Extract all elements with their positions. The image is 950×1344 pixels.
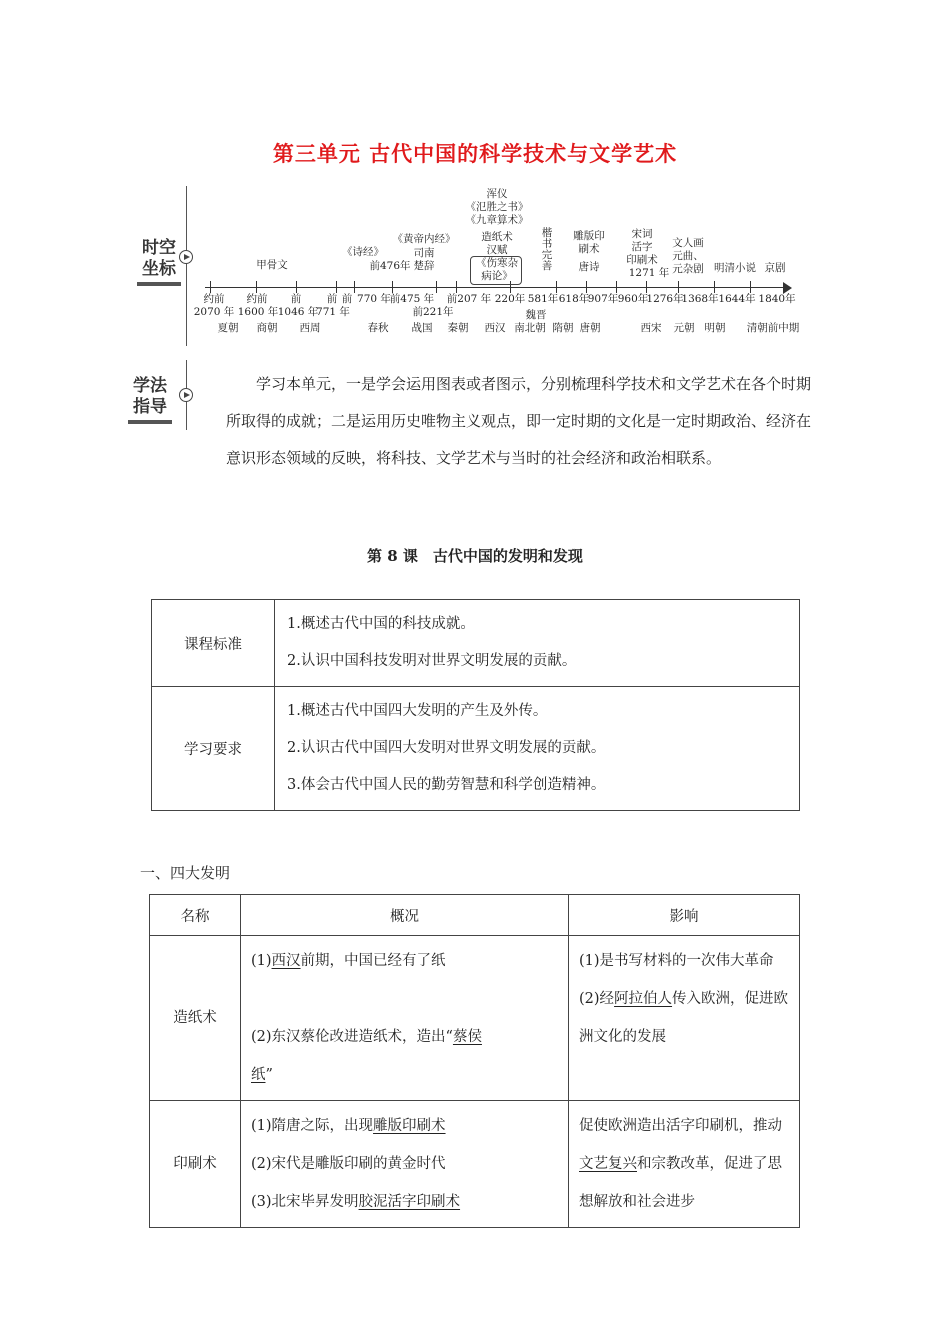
tl-dynasty: 隋朝 — [552, 322, 574, 334]
tick — [586, 281, 587, 293]
text: (1) — [251, 953, 272, 969]
tick — [296, 281, 297, 293]
label-underline — [137, 282, 181, 286]
tl-date: 771 年 — [316, 306, 350, 318]
tl-dynasty: 商朝 — [256, 322, 278, 334]
tl-kaishu — [542, 228, 553, 272]
tl-dynasty: 南北朝 — [514, 322, 546, 334]
printing-overview — [241, 1101, 569, 1228]
tl-date: 1600 年 — [237, 306, 279, 318]
tl-dynasty: 清朝前中期 — [746, 322, 800, 334]
course-standard-label: 课程标准 — [152, 600, 275, 687]
header-overview: 概况 — [241, 895, 569, 936]
blank-answer: 蔡侯 — [452, 1029, 482, 1045]
header-impact: 影响 — [569, 895, 800, 936]
blank-answer: 纸 — [251, 1067, 266, 1083]
tl-chuci: 楚辞 — [413, 260, 435, 272]
tl-shanghan-2: 病论》 — [481, 270, 513, 282]
tick — [210, 281, 211, 293]
tl-kaishu-4: 善 — [541, 260, 553, 272]
text: ” — [265, 1067, 273, 1083]
tl-songci-1: 宋词 — [631, 228, 653, 240]
tl-diaoban-1: 雕版印 — [573, 230, 605, 242]
tick — [750, 281, 751, 293]
text: 前期，中国已经有了纸 — [300, 953, 446, 969]
text: 促使欧洲造出活字印刷机，推动 — [579, 1118, 782, 1134]
standards-table — [151, 599, 800, 811]
paper-impact — [569, 936, 800, 1101]
text: 和宗教改革，促进了思想解放和社会进步 — [579, 1156, 782, 1210]
label-underline — [128, 420, 172, 424]
table-row — [152, 600, 800, 687]
tl-dynasty: 西周 — [299, 322, 321, 334]
method-label-line1: 学法 — [133, 376, 167, 396]
play-icon — [179, 250, 193, 264]
tick — [556, 281, 557, 293]
tl-dynasty: 战国 — [411, 322, 433, 334]
tl-huangdi: 《黄帝内经》 — [392, 233, 456, 245]
paper-overview-2 — [251, 1018, 558, 1094]
tl-dynasty: 元朝 — [673, 322, 695, 334]
tick — [256, 281, 257, 293]
tl-jingju: 京剧 — [764, 262, 786, 274]
tl-fansheng: 《氾胜之书》 — [465, 201, 529, 213]
method-paragraph: 学习本单元，一是学会运用图表或者图示，分别梳理科学技术和文学艺术在各个时期所取得的成就；二是运用历史唯物主义观点，即一定时期的文化是一定时期政治、经济在意识形态领域的反映，将科技、文学艺术与当时的社会经济和政治相联系。 — [226, 375, 812, 467]
tl-dynasty: 夏朝 — [217, 322, 239, 334]
paper-impact-2 — [579, 980, 789, 1056]
tl-date: 1046 年 — [277, 306, 319, 318]
table-row — [152, 687, 800, 811]
list-item: 2.认识中国科技发明对世界文明发展的贡献。 — [287, 653, 577, 669]
text: (1)隋唐之际，出现 — [251, 1118, 374, 1134]
tl-date: 前475 年 — [389, 293, 435, 305]
tl-shijing: 《诗经》 — [342, 246, 384, 258]
paper-overview — [241, 936, 569, 1101]
timeline-guide-line — [186, 186, 187, 346]
tick — [646, 281, 647, 293]
tl-wenrenhua-2: 元曲、 — [672, 250, 704, 262]
timeline-label-line1: 时空 — [142, 238, 176, 258]
tick — [678, 281, 679, 293]
tick — [714, 281, 715, 293]
tl-kaishu-3: 完 — [541, 249, 553, 261]
list-item: 2.认识古代中国四大发明对世界文明发展的贡献。 — [287, 740, 606, 756]
tick — [616, 281, 617, 293]
study-requirement-label: 学习要求 — [152, 687, 275, 811]
text: 传入欧洲，促进欧洲文化的发展 — [579, 991, 789, 1045]
tl-date: 2070 年 — [193, 306, 235, 318]
tl-date: 1644年 — [718, 293, 756, 305]
printing-overview-2: (2)宋代是雕版印刷的黄金时代 — [251, 1156, 446, 1172]
tick — [392, 281, 393, 293]
spacer — [251, 980, 558, 1018]
tl-date: 前207 年 — [446, 293, 492, 305]
paper-impact-1: (1)是书写材料的一次伟大革命 — [579, 953, 774, 969]
text: (3)北宋毕昇发明 — [251, 1194, 359, 1210]
paper-name: 造纸术 — [150, 936, 241, 1101]
tick — [336, 281, 337, 293]
tl-date: 618年 — [558, 293, 590, 305]
header-name: 名称 — [150, 895, 241, 936]
printing-overview-3 — [251, 1183, 558, 1221]
blank-answer: 文艺复兴 — [579, 1156, 637, 1172]
tl-kaishu-2: 书 — [541, 238, 553, 250]
text: (2)东汉蔡伦改进造纸术，造出“ — [251, 1029, 453, 1045]
tl-dynasty: 魏晋 — [525, 309, 547, 321]
tl-date: 1840年 — [758, 293, 796, 305]
tl-date: 前 — [341, 293, 353, 305]
tl-date: 前 — [290, 293, 302, 305]
text: (2)经 — [579, 991, 615, 1007]
tl-date: 907年 — [587, 293, 619, 305]
tl-date: 前221年 — [412, 306, 454, 318]
tl-shanghan-1: 《伤寒杂 — [476, 257, 518, 269]
printing-overview-1 — [251, 1107, 558, 1145]
tl-y1271: 1271 年 — [628, 267, 670, 279]
timeline-label-line2: 坐标 — [142, 259, 176, 279]
tl-shanghan-box — [470, 256, 522, 285]
tl-hanfu: 汉赋 — [486, 244, 508, 256]
tl-dynasty: 西汉 — [484, 322, 506, 334]
printing-impact — [569, 1101, 800, 1228]
tl-dynasty: 明朝 — [704, 322, 726, 334]
blank-answer: 雕版印刷术 — [373, 1118, 446, 1134]
tl-songci-3: 印刷术 — [626, 254, 658, 266]
tl-zaozhi: 造纸术 — [481, 231, 513, 243]
table-header-row — [150, 895, 800, 936]
method-label-line2: 指导 — [133, 397, 167, 417]
paper-overview-1 — [251, 942, 558, 980]
tl-diaoban-2: 刷术 — [578, 243, 600, 255]
blank-answer: 西汉 — [271, 953, 301, 969]
inventions-table — [149, 894, 800, 1228]
tl-songci-2: 活字 — [631, 241, 653, 253]
tl-kaishu-1: 楷 — [541, 227, 553, 239]
course-standard-items — [275, 600, 800, 687]
unit-title: 第三单元 古代中国的科学技术与文学艺术 — [272, 141, 678, 166]
play-icon — [179, 388, 193, 402]
tl-wenrenhua-3: 元杂剧 — [672, 263, 704, 275]
tl-date: 220年 — [494, 293, 526, 305]
tl-mingqing: 明清小说 — [714, 262, 756, 274]
lesson-title: 第 8 课 古代中国的发明和发现 — [367, 547, 583, 565]
tl-date: 约前 — [203, 293, 225, 305]
tl-dynasty: 西宋 — [640, 322, 662, 334]
tl-wenrenhua-1: 文人画 — [672, 237, 704, 249]
timeline-side-label — [137, 238, 181, 286]
tl-simanan: 司南 — [413, 247, 435, 259]
method-side-label — [128, 376, 172, 424]
tl-hunyi: 浑仪 — [486, 188, 508, 200]
tl-date: 960年 — [617, 293, 649, 305]
tick — [354, 281, 355, 293]
tl-jiaguwen: 甲骨文 — [256, 259, 288, 271]
list-item: 3.体会古代中国人民的勤劳智慧和科学创造精神。 — [287, 777, 606, 793]
list-item: 1.概述古代中国四大发明的产生及外传。 — [287, 703, 548, 719]
timeline-axis — [205, 287, 785, 288]
tick — [436, 281, 437, 293]
tl-date: 前 — [326, 293, 338, 305]
tl-dynasty: 春秋 — [367, 322, 389, 334]
tl-jiuzhang: 《九章算术》 — [465, 214, 529, 226]
tl-date: 581年 — [527, 293, 559, 305]
list-item: 1.概述古代中国的科技成就。 — [287, 616, 475, 632]
printing-name: 印刷术 — [150, 1101, 241, 1228]
tl-date: 约前 — [246, 293, 268, 305]
table-row — [150, 936, 800, 1101]
tl-date: 770 年 — [357, 293, 391, 305]
tl-dynasty: 秦朝 — [447, 322, 469, 334]
tl-tangshi: 唐诗 — [578, 261, 600, 273]
blank-answer: 阿拉伯人 — [614, 991, 673, 1007]
blank-answer: 胶泥活字印刷术 — [358, 1194, 461, 1210]
tl-date: 1276年 — [646, 293, 684, 305]
study-requirement-items — [275, 687, 800, 811]
section-heading: 一、四大发明 — [140, 864, 231, 882]
tick — [456, 281, 457, 293]
tl-dynasty: 唐朝 — [579, 322, 601, 334]
table-row — [150, 1101, 800, 1228]
tl-date: 1368年 — [681, 293, 719, 305]
tl-bc476: 前476年 — [369, 260, 411, 272]
